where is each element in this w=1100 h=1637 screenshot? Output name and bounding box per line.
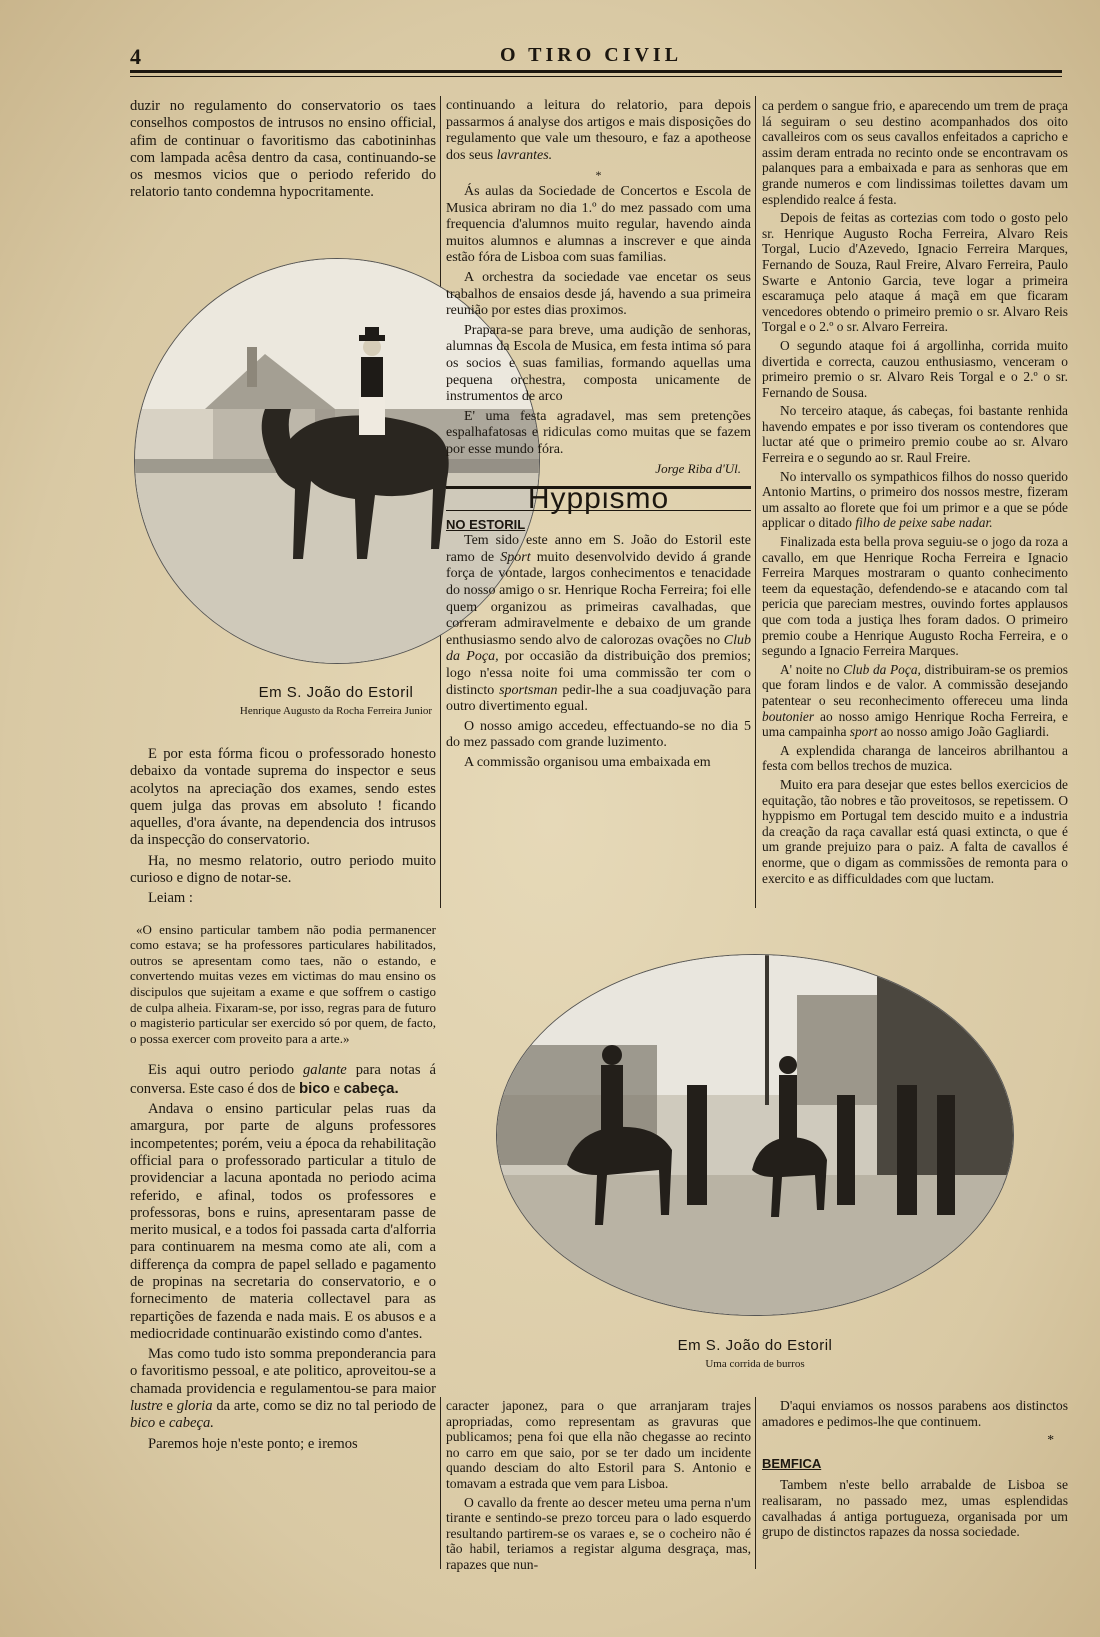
section-kicker: BEMFICA (762, 1455, 822, 1471)
text-run: da arte, como se diz no tal periodo de (216, 1398, 436, 1415)
text-run: No intervallo os sympathicos filhos do nosso querido Antonio Martins, o primeiro dos nossos mestre, fizeram um assalto ao florete que foi um primor e a que se póde applicar o ditado (762, 468, 1068, 531)
paragraph: A orchestra da sociedade vae encetar os seus trabalhos de ensaios desde já, havendo a sua primeira reunião por estes dias proximos. (446, 269, 751, 319)
text-run: por occasião da distribuição dos premios; logo n'essa noite foi uma commissão ter com o distincto (446, 649, 752, 698)
paragraph: No terceiro ataque, ás cabeças, foi bastante renhida havendo empates e por isso tiveram os contendores que luctar até que o primeiro premio coube ao sr. Alvaro Ferreira e o segundo ao sr. Raul Freire. (762, 403, 1068, 466)
author-signature: Jorge Riba d'Ul. (655, 461, 741, 477)
column-divider (440, 1397, 441, 1569)
donkey-race-illustration (497, 955, 1013, 1315)
paragraph (130, 1062, 436, 1098)
photo-subcaption: Henrique Augusto da Rocha Ferreira Junior (239, 705, 433, 717)
text-run: distribuiram-se os premios que foram lindos e de valor. A commissão desejando patentear o seu reconhecimento offereceu uma linda (762, 661, 1068, 708)
paragraph: caracter japonez, para o que arranjaram trajes apropriadas, como representam as gravuras que publicamos; pena foi que ella não chegasse ao recinto no carro em que saio, por se ter dado um incidente quando desciam do alto Estoril para S. Antonio e tomavam a estrada que vem para Lisboa. (446, 1398, 751, 1491)
text-run: Sport (500, 549, 531, 565)
text-run: filho de peixe sabe nadar. (855, 515, 993, 531)
photo-caption: Em S. João do Estoril (677, 1337, 833, 1354)
paragraph: Depois de feitas as cortezias com todo o gosto pelo sr. Henrique Augusto Rocha Ferreira, Alvaro Reis Torgal, Lucio d'Azevedo, Ignacio Ferreira Marques, Fernando de Souza, Raul Freire, Alvaro Ferreira, Paulo Swarte e Antonio Garcia, teve logar a primeira escaramuça pelo ataque á maçã em que ficaram vencedores obtendo o primeiro premio o sr. Alvaro Reis Torgal e o 2.º o sr. Alvaro Ferreira. (762, 210, 1068, 335)
paragraph: O segundo ataque foi á argollinha, corrida muito divertida e correcta, cauzou enthusiasmo, venceram o primeiro premio o sr. Alvaro Reis Torgal e o 2.º o sr. Fernando de Sousa. (762, 337, 1068, 400)
text-run: continuando a leitura do relatorio, para depois passarmos á analyse dos artigos e mais disposições do regulamento que vale um thesouro, e faz a apotheose dos seus (446, 98, 751, 163)
text-run: ao nosso amigo João Gagliardi. (880, 724, 1050, 740)
text-run: Mas como tudo isto somma preponderancia para o favoritismo pessoal, e ate politico, aproveitou-se a chamada providencia e regulamentou-se para maior (130, 1346, 436, 1397)
quoted-passage: «O ensino particular tambem não podia permanencer como estava; se ha professores particulares habilitados, outros se apresentam como taes, não o estando, e convertendo muitas vezes em victimas do mau ensino os discipulos que sujeitam a exame e que soffrem o castigo de culpa alheia. Fixaram-se, por isso, regras para de futuro o magisterio particular ser exercido só por quem, de facto, o possa exercer com proveito para a arte.» (130, 921, 436, 1046)
text-run: bico (130, 1415, 156, 1432)
page-number: 4 (130, 44, 141, 69)
paragraph (130, 1346, 436, 1432)
text-run: Club da Poça, (446, 632, 752, 665)
paragraph: Ha, no mesmo relatorio, outro periodo muito curioso e digno de notar-se. (130, 852, 436, 887)
photo-subcaption: Uma corrida de burros (705, 1358, 805, 1370)
text-run: boutonier (762, 708, 815, 724)
paragraph: duzir no regulamento do conservatorio os taes conselhos compostos de intrusos no ensino official, afim de continuar o favoritismo das cabotininhas com lampada acêsa dentro da casa, continuando-se os mesmos vicios que o periodo referido do relatorio tanto condemna hypocritamente. (130, 98, 436, 201)
paragraph: A explendida charanga de lanceiros abrilhantou a festa com bellos trechos de muzica. (762, 742, 1068, 774)
text-run: e (333, 1080, 340, 1097)
section-title: Hyppismo (527, 482, 670, 516)
paragraph: Prapara-se para breve, uma audição de senhoras, alumnas da Escola de Musica, em festa intima só para os socios e suas familias, formando aquellas uma pequena orchestra, composta unicamente de instrumentos de arco (446, 322, 751, 405)
text-run: e (158, 1415, 166, 1432)
article-col3-top (762, 98, 1068, 889)
paragraph: A commissão organisou uma embaixada em (464, 754, 711, 770)
header-rule-thick (130, 70, 1062, 73)
newspaper-title: O TIRO CIVIL (499, 44, 683, 66)
text-run: galante (302, 1062, 347, 1079)
text-run: pedir-lhe a sua coadjuvação para outro divertimento egual. (446, 682, 751, 715)
article-col2-top (446, 98, 751, 775)
text-run: bico (299, 1079, 330, 1097)
text-run: cabeça. (343, 1079, 399, 1097)
photo-caption: Em S. João do Estoril (258, 684, 414, 701)
text-run: para notas á conversa. Este caso é dos de (130, 1062, 436, 1097)
text-run: Club da Poça, (843, 661, 921, 677)
paragraph: O cavallo da frente ao descer meteu uma perna n'um tirante e sentindo-se prezo torceu para o lado esquerdo resultando partirem-se os varaes e, se o cocheiro não é tão habil, teriamos a registar alguma desgraça, mas, rapazes que nun- (446, 1494, 751, 1572)
paragraph: Tambem n'este bello arrabalde de Lisboa se realisaram, no passado mez, umas esplendidas cavalhadas á antiga portugueza, organisada por um grupo de distinctos rapazes da nossa sociedade. (762, 1477, 1068, 1540)
paragraph (762, 469, 1068, 531)
text-run: gloria (176, 1398, 213, 1415)
section-separator: * (595, 168, 602, 183)
article-col1-top (130, 98, 436, 205)
section-kicker: NO ESTORIL (446, 516, 526, 532)
photo-donkey-race (496, 954, 1014, 1316)
article-col3-bottom (762, 1398, 1068, 1543)
paragraph (446, 98, 751, 164)
text-run: lavrantes. (496, 147, 553, 163)
paragraph: O nosso amigo accedeu, effectuando-se no dia 5 do mez passado com grande luzimento. (446, 718, 751, 751)
paragraph: Leiam : (148, 890, 193, 907)
text-run: muito desenvolvido devido á grande força de vontade, largos conhecimentos e tenacidade do nosso amigo o sr. Henrique Rocha Ferreira; foi elle quem organizou as primeiras cavalhadas, que correram admiravelmente e debaixo de um grande enthusiasmo sendo alvo de calorozas ovações no (446, 549, 752, 648)
paragraph: Finalizada esta bella prova seguiu-se o jogo da roza a cavallo, em que Henrique Rocha Ferreira e Ignacio Ferreira Marques mostraram o quanto conhecimento teem da equestação, defendendo-se e atacando com tal pericia que pareciam mestres, ouvindo fortes applausos que com toda a justiça lhes foram dados. O primeiro premio coube a Henrique Augusto Rocha Ferreira, e o segundo a Ignacio Ferreira Marques. (762, 534, 1068, 659)
text-run: cabeça. (168, 1415, 214, 1432)
text-run: ao nosso amigo Henrique Rocha Ferreira, e uma campainha (762, 708, 1068, 740)
paragraph: E' uma festa agradavel, mas sem pretenções espalhafatosas e ridiculas como muitas que se fazem por esse mundo fóra. (446, 408, 751, 457)
paragraph: E por esta fórma ficou o professorado honesto debaixo da vontade suprema do inspector e seus acolytos na apreciação dos exames, sendo estes quem julga das provas em absoluto ! ficando aquelles, d'ora ávante, na dependencia dos intrusos da inspecção do conservatorio. (130, 746, 436, 849)
text-run: Tem sido este anno em S. João do Estoril este ramo de (446, 533, 751, 565)
paragraph: ca perdem o sangue frio, e aparecendo um trem de praça lá seguiram o seu destino acompanhados dos oito cavalleiros com os seus cavallos enfeitados a capricho e assim deram entrada no recinto onde se encontravam os palanques para a embaixada e para as senhoras que em grande numeros e com lindissimas toilettes davam um esplendido realce á festa. (762, 98, 1068, 207)
text-run: lustre (130, 1398, 163, 1415)
column-divider (755, 1397, 756, 1569)
paragraph: Andava o ensino particular pelas ruas da amargura, por parte de alguns professores incompetentes; porém, veiu a época da rehabilitação official para o professorado particular a titulo de providenciar a lacuna apontada no periodo acima referido, e afinal, todos os professores e professoras, bons e ruins, apresentaram passe de merito musical, e a todos foi passada carta d'alforria para continuarem na mesma como ate ali, com a differença da compra de papel sellado e pagamento de propinas na secretaria do conservatorio, e o fornecimento de materia collectavel para as repartições de fazenda e nada mais. E os abusos e a mediocridade continuarão existindo como d'antes. (130, 1101, 436, 1342)
paragraph: D'aqui enviamos os nossos parabens aos distinctos amadores e pedimos-lhe que continuem. (762, 1398, 1068, 1429)
column-divider (755, 96, 756, 908)
paragraph: Muito era para desejar que estes bellos exercicios de equitação, tão nobres e tão proveitosos, se repetissem. O hyppismo em Portugal tem descido muito e a industria da creação da raça cavallar está quasi extincta, o que é um grande prejuizo para o paiz. A falta de cavallos é enorme, que o digam as commissões de remonta para o exercito e as difficuldades com que luctam. (762, 776, 1068, 886)
section-separator: * (1047, 1432, 1054, 1448)
text-run: sport (849, 724, 878, 740)
paragraph (446, 533, 751, 716)
photo2-caption-block (600, 1337, 910, 1370)
text-run: Eis aqui outro periodo (148, 1062, 295, 1079)
paragraph: Paremos hoje n'este ponto; e iremos (148, 1435, 358, 1452)
article-col1-bottom (130, 746, 436, 1456)
paragraph: Ás aulas da Sociedade de Concertos e Escola de Musica abriram no dia 1.º do mez passado com uma frequencia d'alumnos muito regular, havendo ainda muitos alumnos e alumnas a inscrever e que ainda estão fóra de Lisboa com suas familias. (446, 183, 751, 266)
article-col2-bottom (446, 1398, 751, 1576)
text-run: sportsman (499, 682, 558, 698)
text-run: A' noite no (780, 661, 840, 677)
text-run: e (166, 1398, 173, 1415)
paragraph (762, 662, 1068, 740)
header-rule-thin (130, 76, 1062, 77)
